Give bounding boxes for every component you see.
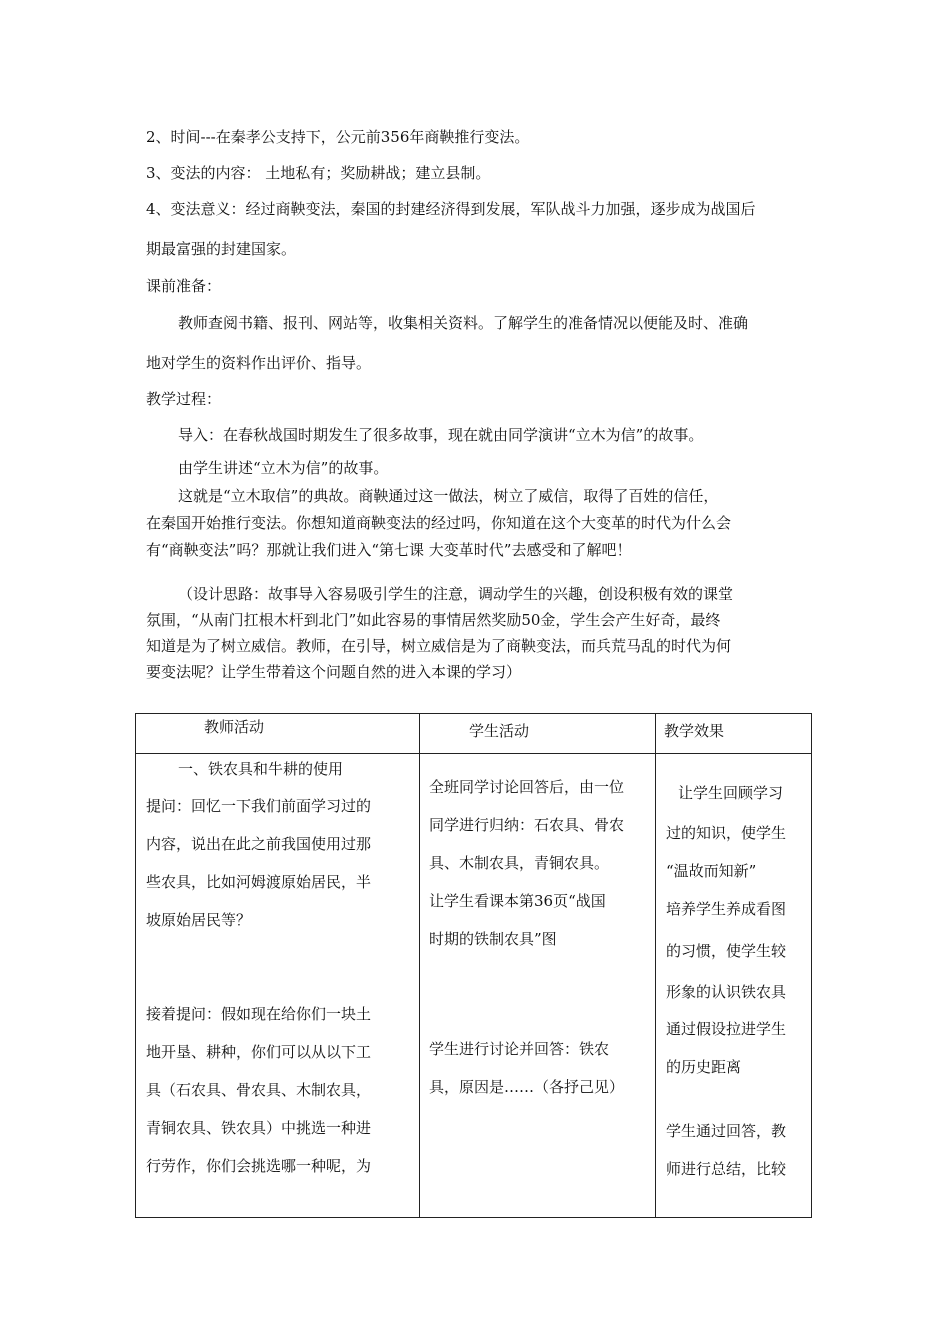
- effect-line: 过的知识，使学生: [666, 824, 787, 842]
- effect-line: 学生通过回答，教: [666, 1122, 787, 1140]
- teacher-line: 青铜农具、铁农具）中挑选一种进: [146, 1119, 372, 1137]
- preparation-line2: 地对学生的资料作出评价、指导。: [146, 354, 372, 372]
- header-teacher-activity: [136, 714, 420, 754]
- design-note-line3: 知道是为了树立威信。教师，在引导，树立威信是为了商鞅变法，而兵荒马乱的时代为何: [146, 637, 732, 655]
- teacher-line: 接着提问：假如现在给你们一块土: [146, 1005, 372, 1023]
- teacher-line: 地开垦、耕种，你们可以从以下工: [146, 1043, 372, 1061]
- process-intro: 导入：在春秋战国时期发生了很多故事，现在就由同学演讲“立木为信”的故事。: [178, 426, 704, 444]
- summary-content: 3、变法的内容： 土地私有；奖励耕战；建立县制。: [146, 164, 491, 182]
- teacher-line: 提问：回忆一下我们前面学习过的: [146, 797, 372, 815]
- effect-line: 的习惯，使学生较: [666, 942, 787, 960]
- teacher-line: 具（石农具、骨农具、木制农具，: [146, 1081, 372, 1099]
- effect-line: “温故而知新”: [666, 862, 757, 880]
- summary-time: 2、时间---在秦孝公支持下，公元前356年商鞅推行变法。: [146, 128, 530, 146]
- effect-line: 形象的认识铁农具: [666, 983, 787, 1001]
- student-activity-cell: [420, 754, 656, 1218]
- table-row: [136, 754, 812, 1218]
- student-line: 时期的铁制农具”图: [429, 930, 557, 948]
- student-line: 同学进行归纳：石农具、骨农: [429, 816, 625, 834]
- design-note-line1: （设计思路：故事导入容易吸引学生的注意，调动学生的兴趣，创设积极有效的课堂: [178, 585, 734, 603]
- summary-meaning-line1: 4、变法意义：经过商鞅变法，秦国的封建经济得到发展，军队战斗力加强，逐步成为战国后: [146, 200, 756, 218]
- header-effect-label: 教学效果: [664, 722, 725, 740]
- student-line: 具、木制农具，青铜农具。: [429, 854, 610, 872]
- effect-line: 培养学生养成看图: [666, 900, 787, 918]
- effect-line: 通过假设拉进学生: [666, 1020, 787, 1038]
- header-student-label: 学生活动: [469, 722, 530, 740]
- header-teacher-label: 教师活动: [204, 718, 265, 736]
- teacher-line: 一、铁农具和牛耕的使用: [178, 760, 344, 778]
- effect-line: 师进行总结，比较: [666, 1160, 787, 1178]
- student-line: 学生进行讨论并回答：铁农: [429, 1040, 610, 1058]
- preparation-line1: 教师查阅书籍、报刊、网站等，收集相关资料。了解学生的准备情况以便能及时、准确: [178, 314, 749, 332]
- teaching-effect-cell: [656, 754, 812, 1218]
- student-line: 全班同学讨论回答后，由一位: [429, 778, 625, 796]
- effect-line: 让学生回顾学习: [678, 784, 784, 802]
- preparation-heading: 课前准备：: [146, 277, 222, 295]
- design-note-line2: 氛围，“从南门扛根木杆到北门”如此容易的事情居然奖励50金，学生会产生好奇，最终: [146, 611, 721, 629]
- teacher-line: 行劳作，你们会挑选哪一种呢，为: [146, 1157, 372, 1175]
- header-teaching-effect: [656, 714, 812, 754]
- process-student-story: 由学生讲述“立木为信”的故事。: [178, 459, 389, 477]
- student-line: 让学生看课本第36页“战国: [429, 892, 606, 910]
- process-heading: 教学过程：: [146, 390, 222, 408]
- design-note-line4: 要变法呢？让学生带着这个问题自然的进入本课的学习）: [146, 663, 522, 681]
- teacher-activity-cell: [136, 754, 420, 1218]
- process-para-line3: 有“商鞅变法”吗？那就让我们进入“第七课 大变革时代”去感受和了解吧！: [146, 541, 632, 559]
- teacher-line: 坡原始居民等？: [146, 911, 252, 929]
- table-header-row: [136, 714, 812, 754]
- teacher-line: 些农具，比如河姆渡原始居民，半: [146, 873, 372, 891]
- summary-meaning-line2: 期最富强的封建国家。: [146, 240, 297, 258]
- process-para-line1: 这就是“立木取信”的典故。商鞅通过这一做法，树立了威信，取得了百姓的信任，: [178, 487, 719, 505]
- process-para-line2: 在秦国开始推行变法。你想知道商鞅变法的经过吗，你知道在这个大变革的时代为什么会: [146, 514, 732, 532]
- teacher-line: 内容，说出在此之前我国使用过那: [146, 835, 372, 853]
- header-student-activity: [420, 714, 656, 754]
- effect-line: 的历史距离: [666, 1058, 742, 1076]
- lesson-plan-table: [135, 713, 812, 1218]
- student-line: 具，原因是……（各抒己见）: [429, 1078, 625, 1096]
